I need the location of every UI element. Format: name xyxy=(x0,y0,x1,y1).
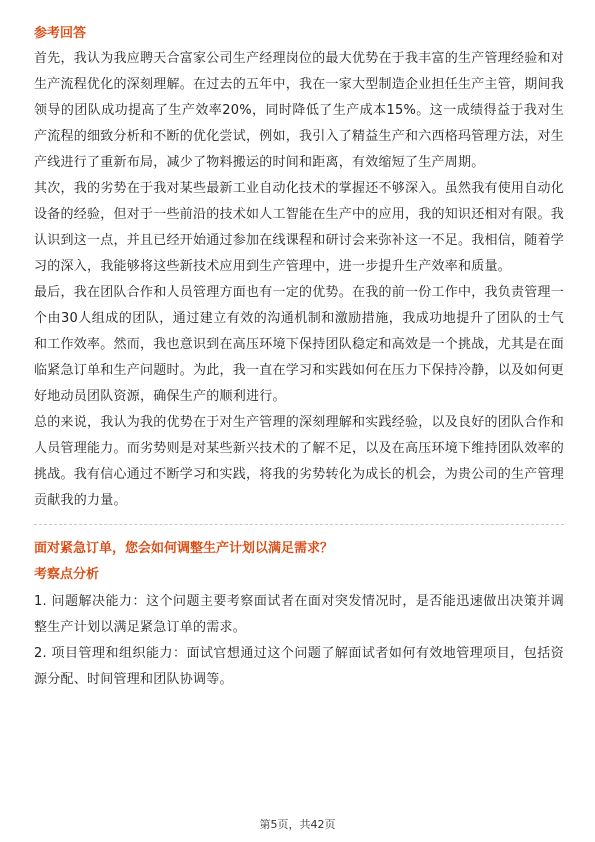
answer-paragraph-3: 最后，我在团队合作和人员管理方面也有一定的优势。在我的前一份工作中，我负责管理一个由30人组成的团队，通过建立有效的沟通机制和激励措施，我成功地提升了团队的士气和工作效率。然而，我也意识到在高压环境下保持团队稳定和高效是一个挑战，尤其是在面临紧急订单和生产问题时。为此，我一直在学习和实践如何在压力下保持冷静，以及如何更好地动员团队资源，确保生产的顺利进行。 xyxy=(34,285,565,404)
analysis-item-2: 2. 项目管理和组织能力：面试官想通过这个问题了解面试者如何有效地管理项目，包括资源分配、时间管理和团队协调等。 xyxy=(34,646,564,687)
answer-paragraph-2: 其次，我的劣势在于我对某些最新工业自动化技术的掌握还不够深入。虽然我有使用自动化设备的经验，但对于一些前沿的技术如人工智能在生产中的应用，我的知识还相对有限。我认识到这一点，并且已经开始通过参加在线课程和研讨会来弥补这一不足。我相信，随着学习的深入，我能够将这些新技术应用到生产管理中，进一步提升生产效率和质量。 xyxy=(34,181,565,274)
section-divider xyxy=(34,524,564,525)
page-footer: 第5页，共42页 xyxy=(259,818,336,831)
answer-paragraph-1: 首先，我认为我应聘天合富家公司生产经理岗位的最大优势在于我丰富的生产管理经验和对生产流程优化的深刻理解。在过去的五年中，我在一家大型制造企业担任生产主管，期间我领导的团队成功提高了生产效率20%，同时降低了生产成本15%。这一成绩得益于我对生产流程的细致分析和不断的优化尝试，例如，我引入了精益生产和六西格玛管理方法，对生产线进行了重新布局，减少了物料搬运的时间和距离，有效缩短了生产周期。 xyxy=(34,51,565,170)
answer-paragraph-4: 总的来说，我认为我的优势在于对生产管理的深刻理解和实践经验，以及良好的团队合作和人员管理能力。而劣势则是对某些新兴技术的了解不足，以及在高压环境下维持团队效率的挑战。我有信心通过不断学习和实践，将我的劣势转化为成长的机会，为贵公司的生产管理贡献我的力量。 xyxy=(34,415,565,508)
analysis-item-1: 1. 问题解决能力：这个问题主要考察面试者在面对突发情况时，是否能迅速做出决策并调整生产计划以满足紧急订单的需求。 xyxy=(34,594,564,635)
analysis-heading: 考察点分析 xyxy=(34,567,100,582)
reference-answer-heading: 参考回答 xyxy=(34,26,87,41)
question-heading: 面对紧急订单，您会如何调整生产计划以满足需求？ xyxy=(34,541,334,556)
